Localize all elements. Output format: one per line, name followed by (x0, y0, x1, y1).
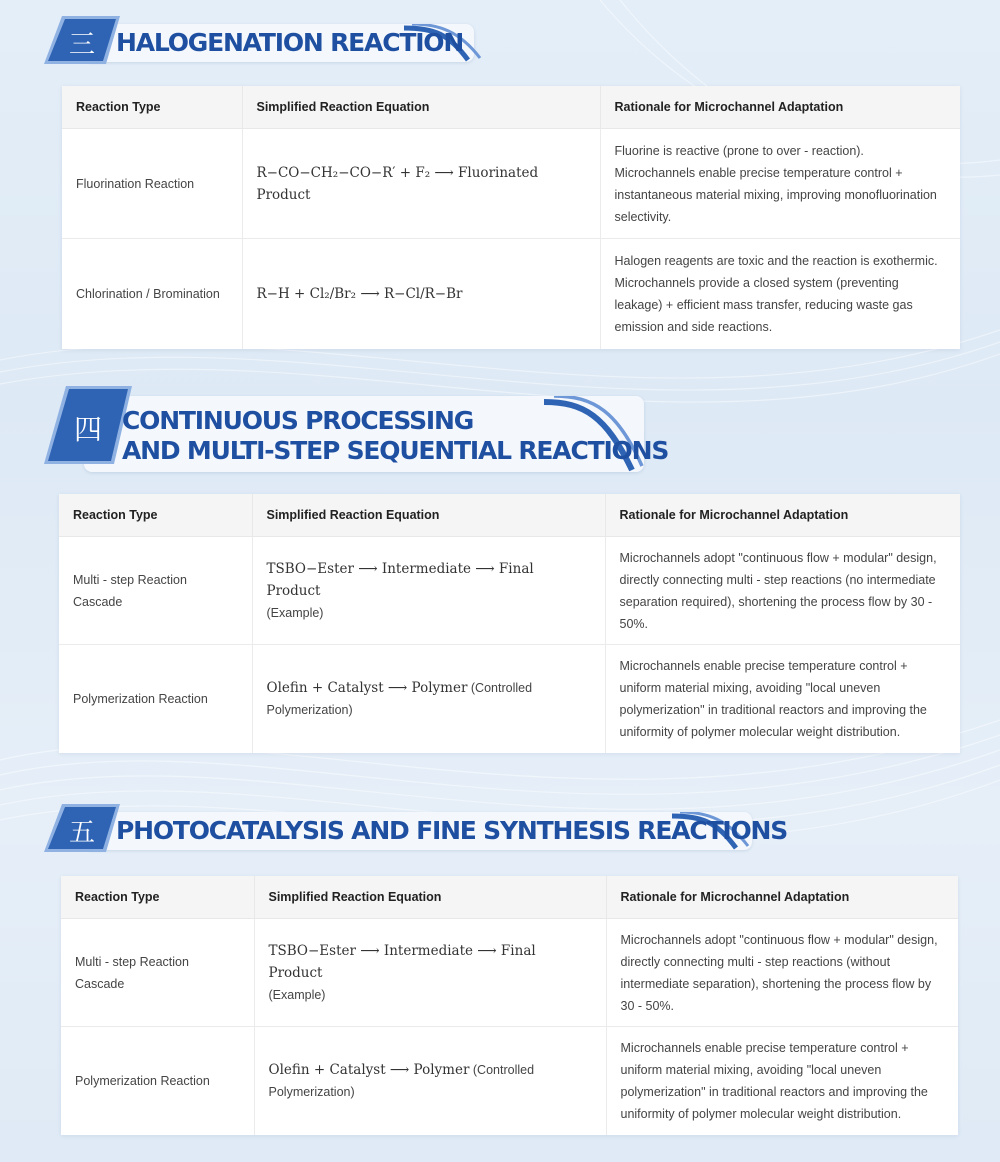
equation-cell (254, 1027, 606, 1135)
column-header: Reaction Type (62, 86, 242, 129)
column-header: Rationale for Microchannel Adaptation (605, 494, 960, 537)
equation-note: (Example) (266, 605, 324, 620)
column-header: Rationale for Microchannel Adaptation (606, 876, 958, 919)
table-header-row (61, 876, 958, 919)
rationale-cell: Halogen reagents are toxic and the reaction is exothermic. Microchannels provide a closed system (preventing leakage) + efficient mass transfer, reducing waste gas emission and side reactions. (614, 253, 938, 334)
section-title-line: AND MULTI-STEP SEQUENTIAL REACTIONS (122, 436, 669, 465)
reaction-type-cell: Polymerization Reaction (61, 1027, 254, 1135)
table-header-row (59, 494, 960, 537)
rationale-cell: Microchannels adopt "continuous flow + modular" design, directly connecting multi - step reactions (no intermediate separation required), shortening the process flow by 30 - 50%. (605, 537, 960, 645)
column-header: Simplified Reaction Equation (254, 876, 606, 919)
equation-cell (252, 537, 605, 645)
reaction-type-cell: Multi - step Reaction Cascade (61, 919, 254, 1027)
section-header-continuous-processing (44, 386, 669, 476)
table-row (62, 129, 960, 239)
table-row (62, 239, 960, 349)
section-title (122, 406, 668, 466)
equation-note: (Controlled Polymerization) (268, 1062, 535, 1099)
table-header-row (62, 86, 960, 129)
rationale-cell: Microchannels enable precise temperature control + uniform material mixing, avoiding "local uneven polymerization" in traditional reactors and improving the uniformity of polymer molecular weight distribution. (619, 658, 927, 739)
reaction-type-cell: Chlorination / Bromination (62, 239, 242, 349)
table-row (61, 919, 958, 1027)
equation-cell (242, 129, 600, 239)
equation-cell (254, 919, 606, 1027)
photocatalysis-table (61, 876, 958, 1135)
section-header-photocatalysis (44, 804, 788, 856)
section-badge-text: 三 (68, 30, 95, 60)
column-header: Rationale for Microchannel Adaptation (600, 86, 960, 129)
equation-note: (Controlled Polymerization) (266, 680, 533, 717)
equation-text: TSBO−Ester ⟶ Intermediate ⟶ Final Product (266, 560, 534, 599)
halogenation-table (62, 86, 960, 349)
section-header-halogenation (44, 16, 484, 68)
equation-text: R−CO−CH₂−CO−R′ + F₂ ⟶ Fluorinated Product (256, 164, 539, 203)
reaction-type-cell: Multi - step Reaction Cascade (59, 537, 252, 645)
equation-note: (Example) (268, 987, 326, 1002)
table-row (61, 1027, 958, 1135)
rationale-cell: Microchannels enable precise temperature control + uniform material mixing, avoiding "local uneven polymerization" in traditional reactors and improving the uniformity of polymer molecular weight distribution. (620, 1040, 928, 1121)
rationale-cell: Microchannels adopt "continuous flow + modular" design, directly connecting multi - step reactions (without intermediate separation), shortening the process flow by 30 - 50%. (606, 919, 958, 1027)
equation-cell (242, 239, 600, 349)
section-number-badge (44, 386, 132, 464)
equation-text: Olefin + Catalyst ⟶ Polymer (266, 679, 468, 696)
equation-text: Olefin + Catalyst ⟶ Polymer (268, 1061, 470, 1078)
section-title-line: CONTINUOUS PROCESSING (122, 406, 474, 435)
reaction-type-cell: Fluorination Reaction (62, 129, 242, 239)
section-title-line: PHOTOCATALYSIS AND FINE SYNTHESIS REACTIONS (116, 816, 788, 845)
rationale-cell: Fluorine is reactive (prone to over - reaction). Microchannels enable precise temperature control + instantaneous material mixing, improving monofluorination selectivity. (600, 129, 960, 239)
section-title-line: HALOGENATION REACTION (116, 28, 464, 57)
equation-text: TSBO−Ester ⟶ Intermediate ⟶ Final Product (268, 942, 536, 981)
column-header: Reaction Type (61, 876, 254, 919)
equation-cell (252, 645, 605, 753)
table-row (59, 537, 960, 645)
reaction-type-cell: Polymerization Reaction (59, 645, 252, 753)
section-badge-text: 五 (68, 818, 95, 848)
section-number-badge (44, 16, 120, 64)
table-row (59, 645, 960, 753)
equation-text: R−H + Cl₂/Br₂ ⟶ R−Cl/R−Br (256, 285, 463, 302)
section-badge-text: 四 (73, 413, 102, 446)
continuous-processing-table (59, 494, 960, 753)
section-title (116, 28, 463, 58)
column-header: Reaction Type (59, 494, 252, 537)
column-header: Simplified Reaction Equation (252, 494, 605, 537)
column-header: Simplified Reaction Equation (242, 86, 600, 129)
section-number-badge (44, 804, 120, 852)
section-title (116, 816, 787, 846)
